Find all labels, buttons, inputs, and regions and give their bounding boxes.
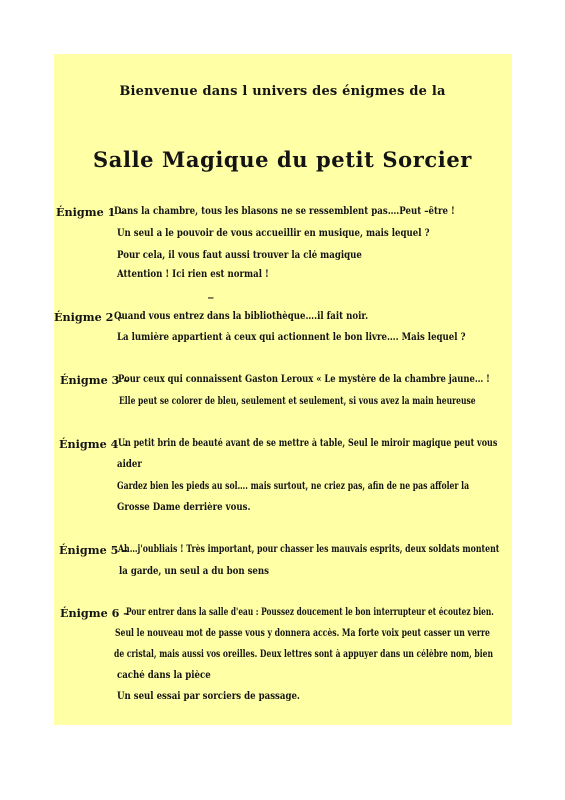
riddle-6-label: Énigme 6 – [60,606,129,620]
riddle-2-line-2: La lumière appartient à ceux qui actionnent le bon livre…. Mais lequel ? [117,332,466,343]
riddle-4-line-3: Gardez bien les pieds au sol…. mais surtout, ne criez pas, afin de ne pas affoler la [117,481,470,492]
riddle-6-line-4: caché dans la pièce [117,670,211,681]
riddle-2-line-1: Quand vous entrez dans la bibliothèque….il fait noir. [114,311,369,322]
riddle-1-label: Énigme 1 – [56,205,125,219]
riddle-6-line-5: Un seul essai par sorciers de passage. [117,691,300,702]
riddle-4-line-1: Un petit brin de beauté avant de se mettre à table, Seul le miroir magique peut vous [118,438,498,449]
riddle-4-label: Énigme 4 – [59,437,128,451]
riddle-1-line-2: Un seul a le pouvoir de vous accueillir en musique, mais lequel ? [117,228,430,239]
page-title: Salle Magique du petit Sorcier [93,147,472,172]
riddle-4-line-2: aider [117,459,142,470]
riddle-5-line-1: Ah…j'oubliais ! Très important, pour chasser les mauvais esprits, deux soldats montent [118,544,500,555]
riddle-5-line-2: la garde, un seul a du bon sens [119,566,269,577]
riddle-4-line-4: Grosse Dame derrière vous. [117,502,251,513]
riddle-3-line-2: Elle peut se colorer de bleu, seulement et seulement, si vous avez la main heureuse [119,396,476,407]
riddle-3-line-1: Pour ceux qui connaissent Gaston Leroux « Le mystère de la chambre jaune… ! [118,374,490,385]
riddle-2-label: Énigme 2 – [54,310,123,324]
riddle-1-line-4: Attention ! Ici rien est normal ! [117,269,269,280]
riddle-6-line-1: Pour entrer dans la salle d'eau : Poussez doucement le bon interrupteur et écoutez bien. [126,607,494,618]
riddle-5-label: Énigme 5 – [59,543,128,557]
riddle-3-label: Énigme 3 – [60,373,129,387]
section-separator: _ [208,286,214,299]
riddle-6-line-3: de cristal, mais aussi vos oreilles. Deux lettres sont à appuyer dans un célèbre nom, bien [114,649,493,660]
riddle-1-line-3: Pour cela, il vous faut aussi trouver la clé magique [117,250,362,261]
riddle-1-line-1: Dans la chambre, tous les blasons ne se ressemblent pas….Peut –être ! [114,206,455,217]
riddle-6-line-2: Seul le nouveau mot de passe vous y donnera accès. Ma forte voix peut casser un verre [115,628,490,639]
intro-heading: Bienvenue dans l univers des énigmes de la [119,84,446,99]
